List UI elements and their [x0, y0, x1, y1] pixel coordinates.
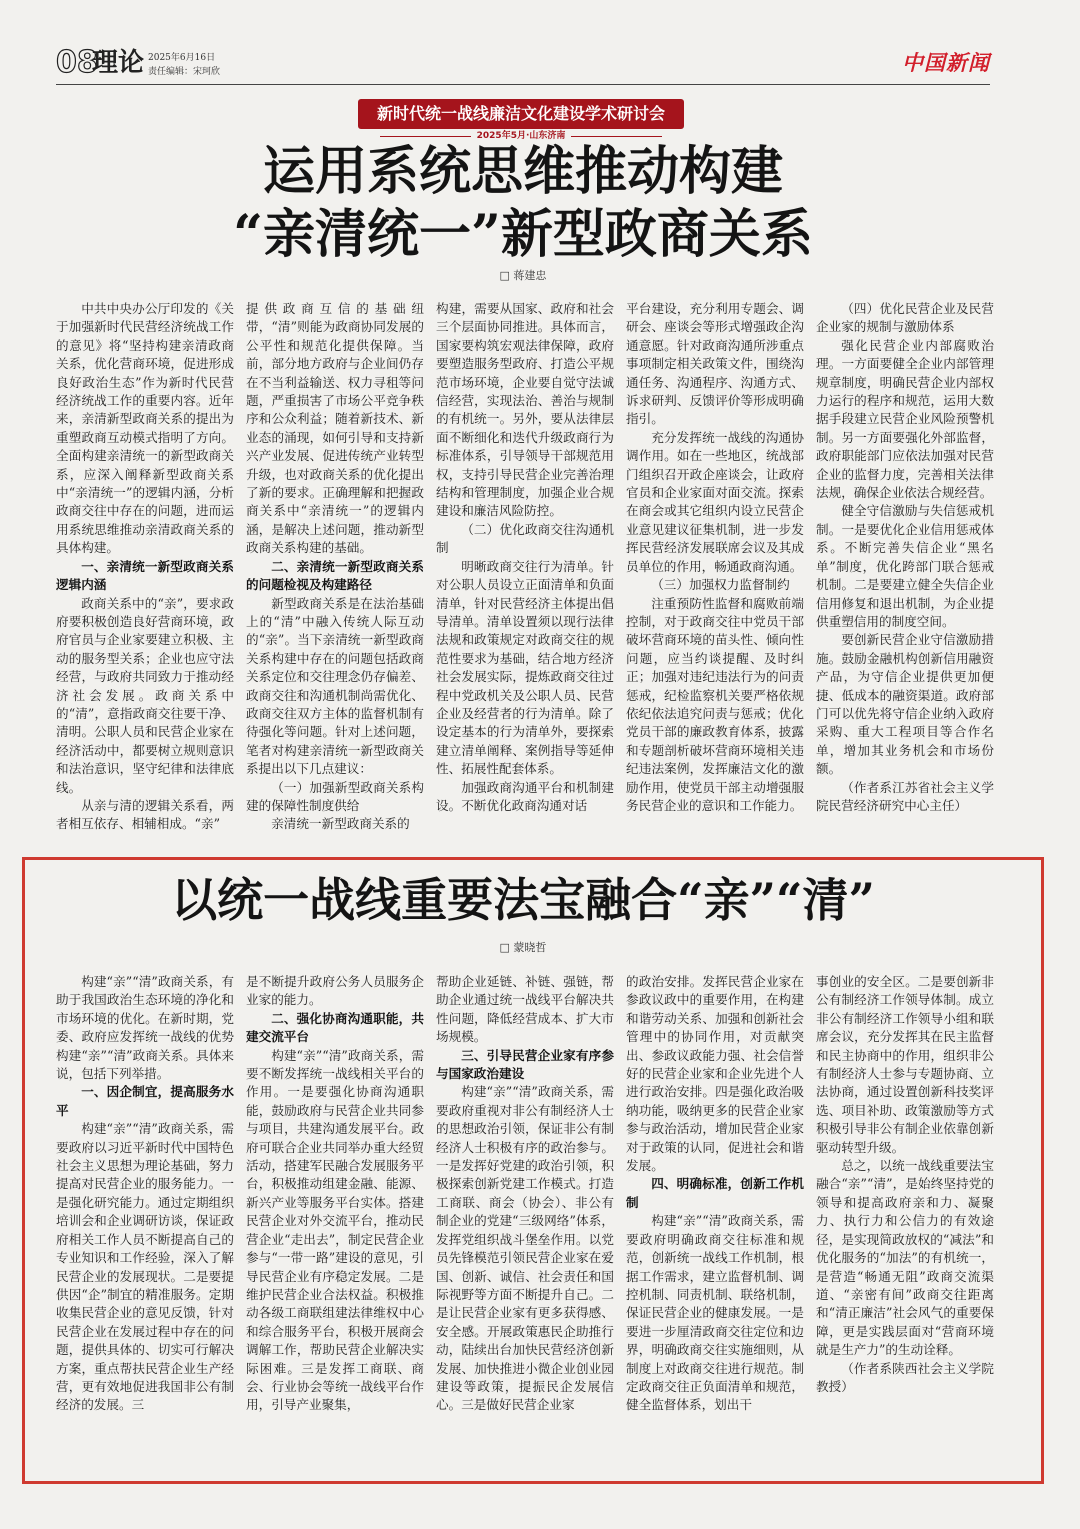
- section-heading: 一、亲清统一新型政商关系逻辑内涵: [56, 558, 234, 593]
- paragraph: 从亲与清的逻辑关系看，两者相互依存、相辅相成。“亲”: [56, 797, 234, 832]
- paragraph: 中共中央办公厅印发的《关于加强新时代民营经济统战工作的意见》将“坚持构建亲清政商关系，优化营商环境，促进形成良好政治生态”作为新时代民营经济统战工作的重要内容。近年来，亲清新型政商关系的提出为重塑政商互动模式指明了方向。全面构建亲清统一的新型政商关系，应深入阐释新型政商关系中“亲清统一”的逻辑内涵，分析政商交往中存在的问题，进而运用系统思维推动亲清政商关系的具体构建。: [56, 301, 234, 556]
- paragraph: 提供政商互信的基础纽带，“清”则能为政商协同发展的公平性和规范化提供保障。当前，部分地方政府与企业间仍存在不当利益输送、权力寻租等问题，严重损害了市场公平竞争秩序和公众利益；随着新技术、新业态的涌现，如何引导和支持新兴产业发展、促进传统产业转型升级，也对政商关系的优化提出了新的要求。正确理解和把握政商关系中“亲清统一”的逻辑内涵，是解决上述问题，推动新型政商关系构建的基础。: [246, 301, 424, 556]
- article2-column-3: [436, 973, 614, 1451]
- newspaper-logo: 中国新闻: [902, 50, 990, 75]
- section-heading: 四、明确标准，创新工作机制: [626, 1176, 804, 1210]
- article1-byline: □ 蒋建忠: [499, 269, 547, 282]
- paragraph: 注重预防性监督和腐败前端控制，对于政商交往中党员干部破坏营商环境的苗头性、倾向性问题，应当约谈提醒、及时纠正；加强对违纪违法行为的问责惩戒，纪检监察机关要严格依规依纪依法追究问责与惩戒；优化党员干部的廉政教育体系，披露和专题剖析破坏营商环境相关违纪违法案例，发挥廉洁文化的激励作用，使党员干部主动增强服务民营企业的意识和工作能力。: [626, 595, 804, 813]
- section-heading: 二、强化协商沟通职能，共建交流平台: [246, 1010, 424, 1045]
- banner-rule-left: [380, 136, 471, 137]
- event-banner: 新时代统一战线廉洁文化建设学术研讨会: [358, 99, 684, 129]
- article1-headline-line1: 运用系统思维推动构建: [262, 141, 783, 202]
- author-note: （作者系陕西社会主义学院教授）: [816, 1360, 994, 1394]
- article1-column-5: [816, 300, 994, 852]
- article2-column-2: [246, 973, 424, 1451]
- subsection-heading: （一）加强新型政商关系构建的保障性制度供给: [246, 779, 424, 813]
- header-divider: [56, 84, 990, 85]
- paragraph: 构建“亲”“清”政商关系，需要政府以习近平新时代中国特色社会主义思想为理论基础，努力提高对民营企业的服务能力。一是强化研究能力。通过定期组织培训会和企业调研访谈，保证政府相关工作人员不断提高自己的专业知识和工作经验，深入了解民营企业的发展现状。二是要提供因“企”制宜的精准服务。定期收集民营企业的意见反馈，针对民营企业在发展过程中存在的问题，提供具体的、切实可行解决方案，重点帮扶民营企业生产经营，更有效地促进我国非公有制经济的发展。三: [56, 1121, 234, 1413]
- paragraph: 帮助企业延链、补链、强链，帮助企业通过统一战线平台解决共性问题，降低经营成本、扩大市场规模。: [436, 974, 614, 1045]
- paragraph: 新型政商关系是在法治基础上的“清”中融入传统人际互动的“亲”。当下亲清统一新型政商关系构建中存在的问题包括政商关系定位和交往理念仍存偏差、政商交往和沟通机制尚需优化、政商交往双方主体的监督机制有待强化等问题。针对上述问题，笔者对构建亲清统一新型政商关系提出以下几点建议：: [246, 595, 424, 777]
- article1-column-4: [626, 300, 804, 852]
- article2-byline: □ 蒙晓哲: [499, 941, 547, 954]
- article1-column-2: [246, 300, 424, 852]
- article2-headline: 以统一战线重要法宝融合“亲”“清”: [171, 873, 875, 927]
- paragraph: 构建“亲”“清”政商关系，有助于我国政治生态环境的净化和市场环境的优化。在新时期，党委、政府应发挥统一战线的优势构建“亲”“清”政商关系。具体来说，包括下列举措。: [56, 974, 234, 1082]
- paragraph: 的政治安排。发挥民营企业家在参政议政中的重要作用，在构建和谐劳动关系、加强和创新社会管理中的协同作用，对贡献突出、参政议政能力强、社会信誉好的民营企业家和企业先进个人进行政治安排。四是强化政治吸纳功能，吸纳更多的民营企业家参与政治活动，增加民营企业家对于政策的认同，促进社会和谐发展。: [626, 974, 804, 1174]
- paragraph: 亲清统一新型政商关系的: [271, 816, 410, 832]
- paragraph: 要创新民营企业守信激励措施。鼓励金融机构创新信用融资产品，为守信企业提供更加便捷、低成本的融资渠道。政府部门可以优先将守信企业纳入政府采购、重大工程项目等合作名单，增加其业务机会和市场份额。: [816, 632, 994, 777]
- subsection-heading: （三）加强权力监督制约: [651, 577, 790, 593]
- section-heading: 一、因企制宜，提高服务水平: [56, 1084, 234, 1118]
- paragraph: 构建，需要从国家、政府和社会三个层面协同推进。具体而言，国家要构筑宏观法律保障，政府要塑造服务型政府、打造公平规范市场环境，企业要自觉守法诚信经营，实现法治、善治与规制的有机统一。另外，要从法律层面不断细化和迭代升级政商行为标准体系，引导领导干部规范用权，支持引导民营企业完善治理结构和管理制度，加强企业合规建设和廉洁风险防控。: [436, 301, 614, 519]
- page-number: 08: [56, 45, 98, 80]
- section-heading: 三、引导民营企业家有序参与国家政治建设: [436, 1047, 614, 1082]
- subsection-heading: （二）优化政商交往沟通机制: [436, 521, 614, 556]
- paragraph: 是不断提升政府公务人员服务企业家的能力。: [246, 974, 424, 1008]
- paragraph: 构建“亲”“清”政商关系，需要政府明确政商交往标准和规范，创新统一战线工作机制，根据工作需求，建立监督机制、调控机制、同责机制、联络机制，保证民营企业的健康发展。一是要进一步厘清政商交往定位和边界，明确政商交往实施细则，从制度上对政商交往进行规范。制定政商交往正负面清单和规范，健全监督体系，划出干: [626, 1213, 804, 1413]
- section-heading: 二、亲清统一新型政商关系的问题检视及构建路径: [246, 558, 424, 593]
- paragraph: 明晰政商交往行为清单。针对公职人员设立正面清单和负面清单，针对民营经济主体提出倡导清单。清单设置须以现行法律法规和政策规定对政商交往的规范性要求为基础，结合地方经济社会发展实际，提炼政商交往过程中党政机关及公职人员、民营企业及经营者的行为清单。除了设定基本的行为清单外，要探索建立清单阐释、案例指导等延伸性、拓展性配套体系。: [436, 558, 614, 777]
- paragraph: 强化民营企业内部腐败治理。一方面要健全企业内部管理规章制度，明确民营企业内部权力运行的程序和规范，运用大数据手段建立民营企业风险预警机制。另一方面要强化外部监督，政府职能部门应依法加强对民营企业的监督力度，完善相关法律法规，确保企业依法合规经营。: [816, 337, 994, 501]
- paragraph: 加强政商沟通平台和机制建设。不断优化政商沟通对话: [436, 779, 614, 813]
- paragraph: 总之，以统一战线重要法宝融合“亲”“清”，是始终坚持党的领导和提高政府亲和力、凝聚力、执行力和公信力的有效途径，是实现简政放权的“减法”和优化服务的“加法”的有机统一，是营造“畅通无阻”政商交流渠道、“亲密有间”政商交往距离和“清正廉洁”社会风气的重要保障，更是实践层面对“营商环境就是生产力”的生动诠释。: [816, 1158, 994, 1358]
- editor-credit: 责任编辑：宋珂欣: [148, 67, 221, 77]
- article1-column-1: [56, 300, 234, 852]
- paragraph: 平台建设，充分利用专题会、调研会、座谈会等形式增强政企沟通意愿。针对政商沟通所涉重点事项制定相关政策文件，围绕沟通任务、沟通程序、沟通方式、诉求研判、反馈评价等形成明确指引。: [626, 301, 804, 427]
- article2-column-5: [816, 973, 994, 1451]
- paragraph: 构建“亲”“清”政商关系，需要不断发挥统一战线相关平台的作用。一是要强化协商沟通职能，鼓励政府与民营企业共同参与项目，共建沟通发展平台。政府可联合企业共同举办重大经贸活动，搭建军民融合发展服务平台，积极推动组建金融、能源、新兴产业等服务平台实体。搭建民营企业对外交流平台，推动民营企业“走出去”，制定民营企业参与“一带一路”建设的意见，引导民营企业有序稳定发展。二是维护民营企业合法权益。积极推动各级工商联组建法律维权中心和综合服务平台，积极开展商会调解工作，帮助民营企业解决实际困难。三是发挥工商联、商会、行业协会等统一战线平台作用，引导产业聚集，: [246, 1047, 424, 1413]
- section-name: 理论: [92, 48, 145, 78]
- article2-column-1: [56, 973, 234, 1451]
- article2-column-4: [626, 973, 804, 1451]
- article1-headline-line2: “亲清统一”新型政商关系: [233, 204, 813, 265]
- banner-rule-right: [571, 136, 662, 137]
- paragraph: 健全守信激励与失信惩戒机制。一是要优化企业信用惩戒体系。不断完善失信企业“黑名单”制度，优化跨部门联合惩戒机制。二是要建立健全失信企业信用修复和退出机制，为企业提供重塑信用的制度空间。: [816, 503, 994, 629]
- article1-column-3: [436, 300, 614, 852]
- paragraph: 充分发挥统一战线的沟通协调作用。如在一些地区，统战部门组织召开政企座谈会，让政府官员和企业家面对面交流。探索在商会或其它组织内设立民营企业意见建议征集机制，进一步发挥民营经济发展联席会议及其成员单位的作用，畅通政商沟通。: [626, 429, 804, 574]
- paragraph: 事创业的安全区。二是要创新非公有制经济工作领导体制。成立非公有制经济工作领导小组和联席会议，充分发挥其在民主监督和民主协商中的作用，组织非公有制经济人士参与专题协商、立法协商，通过设置创新科技奖评选、项目补助、政策激励等方式积极引导非公有制企业依靠创新驱动转型升级。: [816, 974, 994, 1155]
- subsection-heading: （四）优化民营企业及民营企业家的规制与激励体系: [816, 301, 994, 335]
- paragraph: 构建“亲”“清”政商关系，需要政府重视对非公有制经济人士的思想政治引领，保证非公有制经济人士积极有序的政治参与。一是发挥好党建的政治引领，积极探索创新党建工作模式。打造工商联、商会（协会）、非公有制企业的党建“三级网络”体系，发挥党组织战斗堡垒作用。以党员先锋模范引领民营企业家在爱国、创新、诚信、社会责任和国际视野等方面不断提升自己。二是让民营企业家有更多获得感、安全感。开展政策惠民企助推行动，陆续出台加快民营经济创新发展、加快推进小微企业创业园建设等政策，提振民企发展信心。三是做好民营企业家: [436, 1084, 614, 1413]
- event-date-location: 2025年5月·山东济南: [476, 131, 566, 141]
- paragraph: 政商关系中的“亲”，要求政府要积极创造良好营商环境，政府官员与企业家要建立积极、主动的服务型关系；企业也应守法经营，与政府共同致力于推动经济社会发展。政商关系中的“清”，意指政商交往要干净、清明。公职人员和民营企业家在经济活动中，都要树立规则意识和法治意识，坚守纪律和法律底线。: [56, 595, 234, 795]
- author-note: （作者系江苏省社会主义学院民营经济研究中心主任）: [816, 779, 994, 813]
- issue-date: 2025年6月16日: [148, 53, 216, 63]
